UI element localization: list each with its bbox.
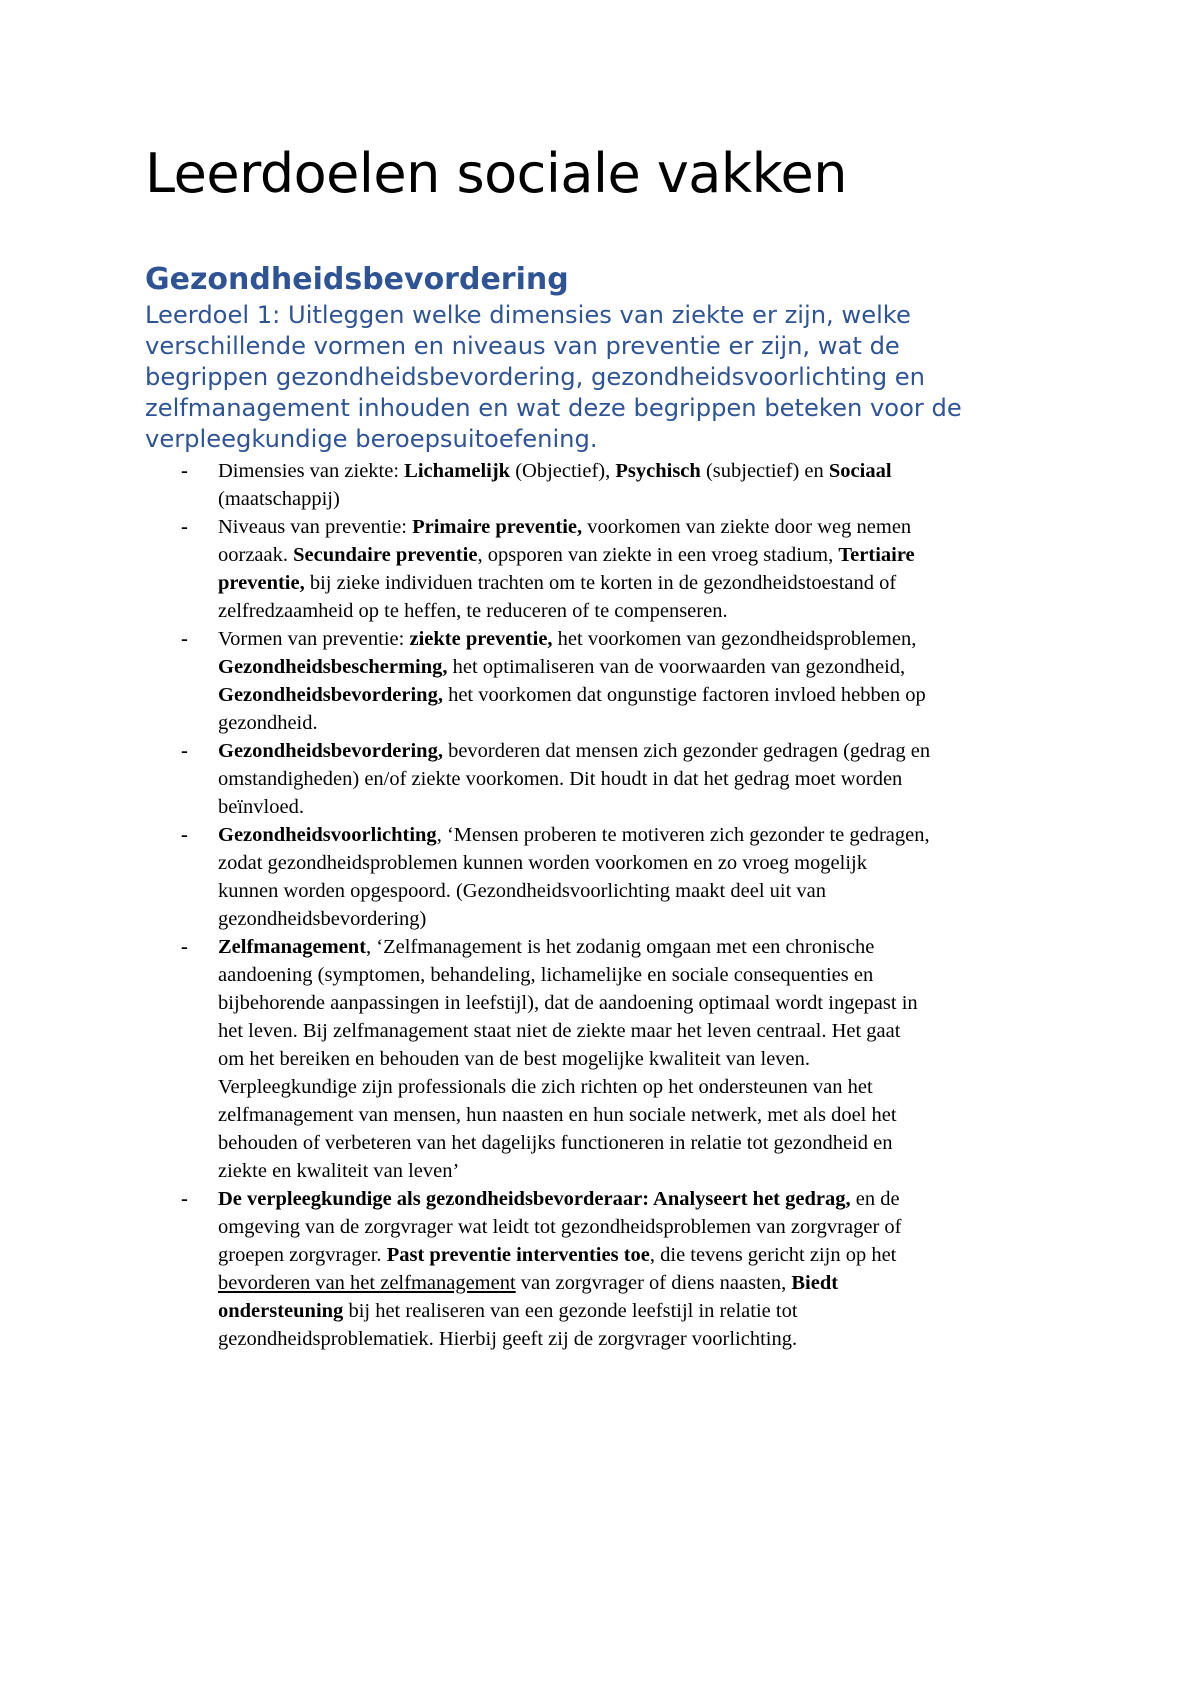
learning-goal-line: begrippen gezondheidsbevordering, gezondheidsvoorlichting en [145, 363, 925, 391]
text-run: Niveaus van preventie: [218, 516, 413, 538]
text-line: Verpleegkundige zijn professionals die zich richten op het ondersteunen van het [218, 1076, 873, 1098]
text-run: , die tevens gericht zijn op het [649, 1244, 897, 1266]
list-item-health-promotion [145, 737, 1065, 821]
text-line: (maatschappij) [218, 488, 340, 510]
text-line: ziekte en kwaliteit van leven’ [218, 1160, 460, 1182]
learning-goal-heading [145, 300, 1065, 455]
text-run: bij zieke individuen trachten om te korten in de gezondheidstoestand of [304, 572, 897, 594]
bullet-marker: - [181, 740, 188, 762]
bold-term: Biedt [791, 1272, 839, 1294]
text-run: het voorkomen dat ongunstige factoren invloed hebben op [442, 684, 926, 706]
text-run: Vormen van preventie: [218, 628, 410, 650]
text-line [218, 821, 1065, 849]
text-line [218, 653, 1065, 681]
bold-term: preventie, [218, 572, 305, 594]
bold-term: Sociaal [828, 460, 892, 482]
bold-term: Gezondheidsvoorlichting [218, 824, 437, 846]
text-run: groepen zorgvrager. [218, 1244, 387, 1266]
text-line: kunnen worden opgespoord. (Gezondheidsvoorlichting maakt deel uit van [218, 880, 827, 902]
bold-term: ziekte preventie, [409, 628, 553, 650]
text-line: om het bereiken en behouden van de best mogelijke kwaliteit van leven. [218, 1048, 811, 1070]
text-line: gezondheidsproblematiek. Hierbij geeft zij de zorgvrager voorlichting. [218, 1328, 798, 1350]
text-run: bij het realiseren van een gezonde leefstijl in relatie tot [343, 1300, 798, 1322]
bullet-list [145, 457, 1065, 1353]
bullet-marker: - [181, 516, 188, 538]
text-line: aandoening (symptomen, behandeling, lichamelijke en sociale consequenties en [218, 964, 874, 986]
list-item-dimensions [145, 457, 1065, 513]
bold-term: Primaire preventie, [412, 516, 583, 538]
bold-term: Past preventie interventies toe [386, 1244, 650, 1266]
bullet-marker: - [181, 460, 188, 482]
bold-term: Tertiaire [838, 544, 915, 566]
text-run: , opsporen van ziekte in een vroeg stadium, [477, 544, 839, 566]
text-line [218, 569, 1065, 597]
text-line: gezondheidsbevordering) [218, 908, 427, 930]
text-line: bijbehorende aanpassingen in leefstijl), dat de aandoening optimaal wordt ingepast in [218, 992, 918, 1014]
list-item-self-management [145, 933, 1065, 1185]
bold-term: De verpleegkundige als gezondheidsbevorderaar: Analyseert het gedrag, [218, 1188, 851, 1210]
bullet-marker: - [181, 628, 188, 650]
bold-term: Secundaire preventie [293, 544, 478, 566]
learning-goal-line: Leerdoel 1: Uitleggen welke dimensies van ziekte er zijn, welke [145, 301, 911, 329]
section-heading: Gezondheidsbevordering [145, 262, 569, 297]
bold-term: ondersteuning [218, 1300, 344, 1322]
text-line: behouden of verbeteren van het dagelijks functioneren in relatie tot gezondheid en [218, 1132, 893, 1154]
list-item-prevention-levels [145, 513, 1065, 625]
learning-goal-line: verpleegkundige beroepsuitoefening. [145, 425, 598, 453]
text-line: zodat gezondheidsproblemen kunnen worden voorkomen en zo vroeg mogelijk [218, 852, 867, 874]
text-line: beïnvloed. [218, 796, 304, 818]
text-run: bevorderen dat mensen zich gezonder gedragen (gedrag en [442, 740, 931, 762]
text-line [218, 625, 1065, 653]
bold-term: Zelfmanagement [218, 936, 367, 958]
bold-term: Lichamelijk [404, 460, 511, 482]
bullet-marker: - [181, 824, 188, 846]
text-run: Dimensies van ziekte: [218, 460, 405, 482]
text-line [218, 1185, 1065, 1213]
text-line: zelfmanagement van mensen, hun naasten en hun sociale netwerk, met als doel het [218, 1104, 897, 1126]
list-item-prevention-forms [145, 625, 1065, 737]
text-run: , ‘Zelfmanagement is het zodanig omgaan met een chronische [366, 936, 875, 958]
text-line: zelfredzaamheid op te heffen, te reduceren of te compenseren. [218, 600, 728, 622]
bold-term: Psychisch [615, 460, 701, 482]
text-run: het optimaliseren van de voorwaarden van gezondheid, [447, 656, 906, 678]
document-page [145, 140, 1065, 1350]
text-run: oorzaak. [218, 544, 294, 566]
text-line [218, 457, 1065, 485]
text-run: (Objectief), [510, 460, 616, 482]
learning-goal-line: verschillende vormen en niveaus van preventie er zijn, wat de [145, 332, 900, 360]
text-run: (subjectief) en [700, 460, 829, 482]
text-line [218, 513, 1065, 541]
text-run: het voorkomen van gezondheidsproblemen, [552, 628, 917, 650]
text-run: voorkomen van ziekte door weg nemen [582, 516, 912, 538]
text-line: het leven. Bij zelfmanagement staat niet de ziekte maar het leven centraal. Het gaat [218, 1020, 901, 1042]
learning-goal-line: zelfmanagement inhouden en wat deze begrippen beteken voor de [145, 394, 962, 422]
text-run: , ‘Mensen proberen te motiveren zich gezonder te gedragen, [436, 824, 930, 846]
text-run: van zorgvrager of diens naasten, [515, 1272, 792, 1294]
text-line [218, 1269, 1065, 1297]
bullet-marker: - [181, 936, 188, 958]
text-line [218, 541, 1065, 569]
bold-term: Gezondheidsbevordering, [218, 684, 443, 706]
text-line: omgeving van de zorgvrager wat leidt tot gezondheidsproblemen van zorgvrager of [218, 1216, 902, 1238]
document-title: Leerdoelen sociale vakken [145, 142, 847, 205]
bold-term: Gezondheidsbevordering, [218, 740, 443, 762]
text-line [218, 1297, 1065, 1325]
text-run: en de [850, 1188, 900, 1210]
list-item-nurse-role [145, 1185, 1065, 1353]
text-line: omstandigheden) en/of ziekte voorkomen. Dit houdt in dat het gedrag moet worden [218, 768, 903, 790]
text-line [218, 1241, 1065, 1269]
underlined-term: bevorderen van het zelfmanagement [218, 1272, 516, 1294]
text-line [218, 737, 1065, 765]
list-item-health-education [145, 821, 1065, 933]
bold-term: Gezondheidsbescherming, [218, 656, 448, 678]
text-line [218, 681, 1065, 709]
text-line [218, 933, 1065, 961]
text-line: gezondheid. [218, 712, 318, 734]
bullet-marker: - [181, 1188, 188, 1210]
